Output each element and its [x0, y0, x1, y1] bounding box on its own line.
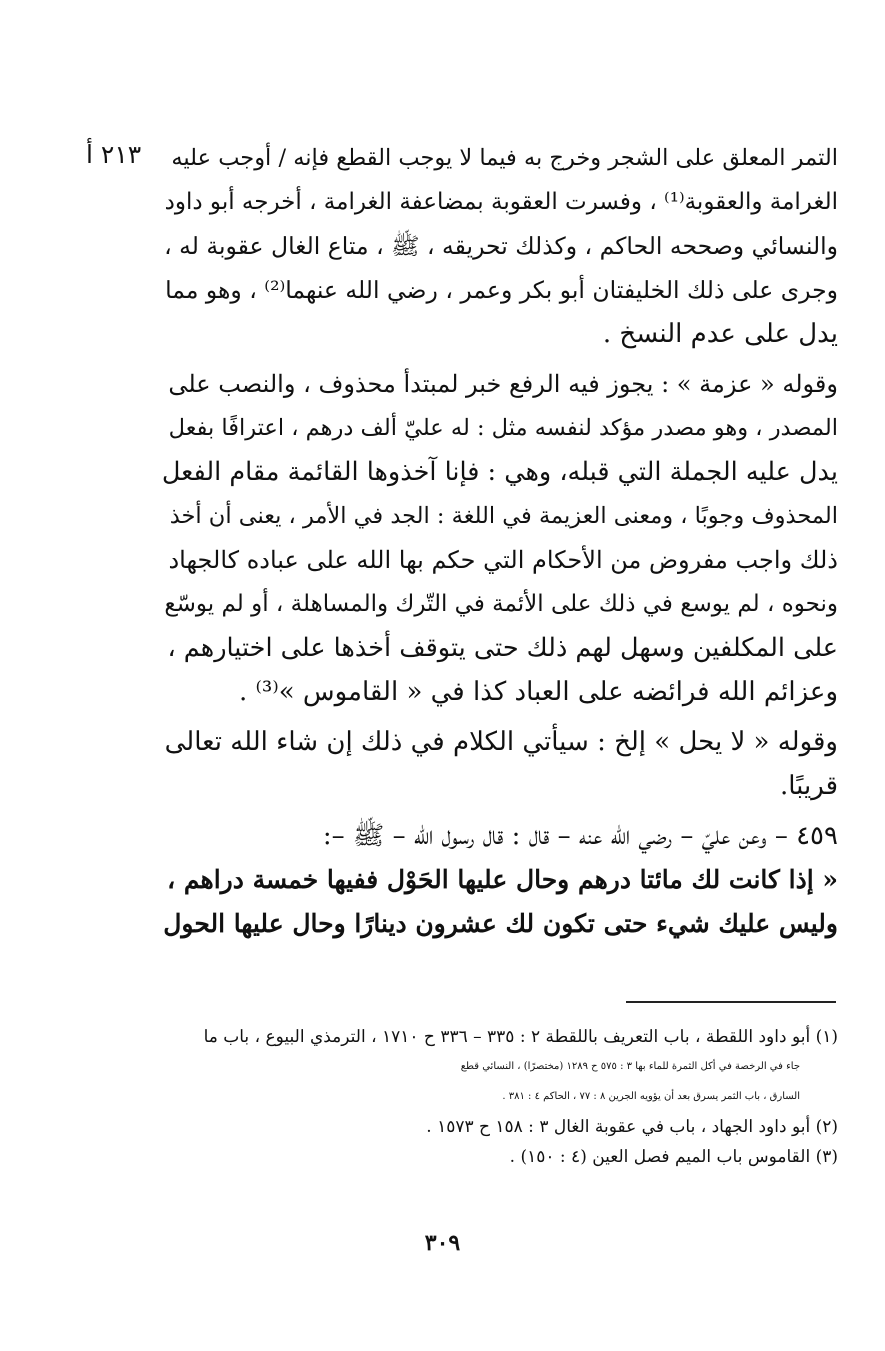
manuscript-folio-reference: ٢١٣ أ	[86, 140, 142, 169]
text-line: ونحوه ، لم يوسع في ذلك على الأئمة في التّرك والمساهلة ، أو لم يوسّع	[164, 591, 838, 617]
text-line: وقوله « لا يحل » إلخ : سيأتي الكلام في ذلك إن شاء الله تعالى	[164, 727, 838, 757]
paragraph	[160, 136, 838, 356]
text-line: وجرى على ذلك الخليفتان أبو بكر وعمر ، رضي الله عنهما⁽²⁾ ، وهو مما	[165, 276, 838, 304]
paragraph	[160, 362, 838, 714]
hadith-heading	[160, 814, 838, 858]
footnote	[160, 1112, 838, 1142]
hadith-text	[160, 858, 838, 946]
text-line: الغرامة والعقوبة⁽¹⁾ ، وفسرت العقوبة بمضاعفة الغرامة ، أخرجه أبو داود	[164, 189, 838, 215]
text-line: يدل عليه الجملة التي قبله، وهي : فإنا آخذوها القائمة مقام الفعل	[161, 457, 838, 487]
text-line: ذلك واجب مفروض من الأحكام التي حكم بها الله على عباده كالجهاد	[168, 546, 838, 574]
footnote	[160, 1022, 838, 1112]
text-line: التمر المعلق على الشجر وخرج به فيما لا يوجب القطع فإنه / أوجب عليه	[171, 145, 838, 171]
text-line: المصدر ، وهو مصدر مؤكد لنفسه مثل : له عليّ ألف درهم ، اعترافًا بفعل	[168, 415, 838, 441]
footnote-line: (٢) أبو داود الجهاد ، باب في عقوبة الغال ٣ : ١٥٨ ح ١٥٧٣ .	[426, 1117, 838, 1137]
text-line: المحذوف وجوبًا ، ومعنى العزيمة في اللغة : الجد في الأمر ، يعنى أن أخذ	[169, 503, 838, 529]
main-text	[160, 136, 838, 946]
footnote-line: السارق ، باب الثمر يسرق بعد أن يؤويه الجرين ٨ : ٧٧ ، الحاكم ٤ : ٣٨١ .	[502, 1091, 800, 1102]
hadith-line: وليس عليك شيء حتى تكون لك عشرون دينارًا وحال عليها الحول	[163, 909, 838, 938]
text-line: وعزائم الله فرائضه على العباد كذا في « القاموس »⁽³⁾ .	[238, 677, 838, 707]
footnote-divider	[626, 1001, 836, 1003]
text-line: وقوله « عزمة » : يجوز فيه الرفع خبر لمبتدأ محذوف ، والنصب على	[168, 370, 838, 398]
footnote	[160, 1142, 838, 1172]
text-line: على المكلفين وسهل لهم ذلك حتى يتوقف أخذها على اختيارهم ،	[167, 633, 838, 663]
text-line: ٤٥٩ – وعن عليّ – رضي الله عنه – قال : قال رسول الله – ﷺ –:	[322, 821, 838, 851]
footnotes	[160, 1022, 838, 1172]
text-line: يدل على عدم النسخ .	[602, 319, 838, 349]
page-number: ٣٠٩	[424, 1230, 461, 1256]
hadith-line: « إذا كانت لك مائتا درهم وحال عليها الحَوْل ففيها خمسة دراهم ،	[167, 865, 838, 894]
text-line: قريبًا.	[779, 771, 838, 801]
paragraph	[160, 720, 838, 808]
footnote-line: (٣) القاموس باب الميم فصل العين (٤ : ١٥٠) .	[509, 1147, 838, 1167]
footnote-line: جاء في الرخصة في أكل الثمرة للماء بها ٣ : ٥٧٥ ح ١٢٨٩ (مختصرًا) ، النسائي قطع	[460, 1061, 800, 1072]
footnote-line: (١) أبو داود اللقطة ، باب التعريف باللقطة ٢ : ٣٣٥ – ٣٣٦ ح ١٧١٠ ، الترمذي البيوع ، باب ما	[203, 1027, 838, 1047]
text-line: والنسائي وصححه الحاكم ، وكذلك تحريقه ، ﷺ ، متاع الغال عقوبة له ،	[164, 232, 838, 260]
